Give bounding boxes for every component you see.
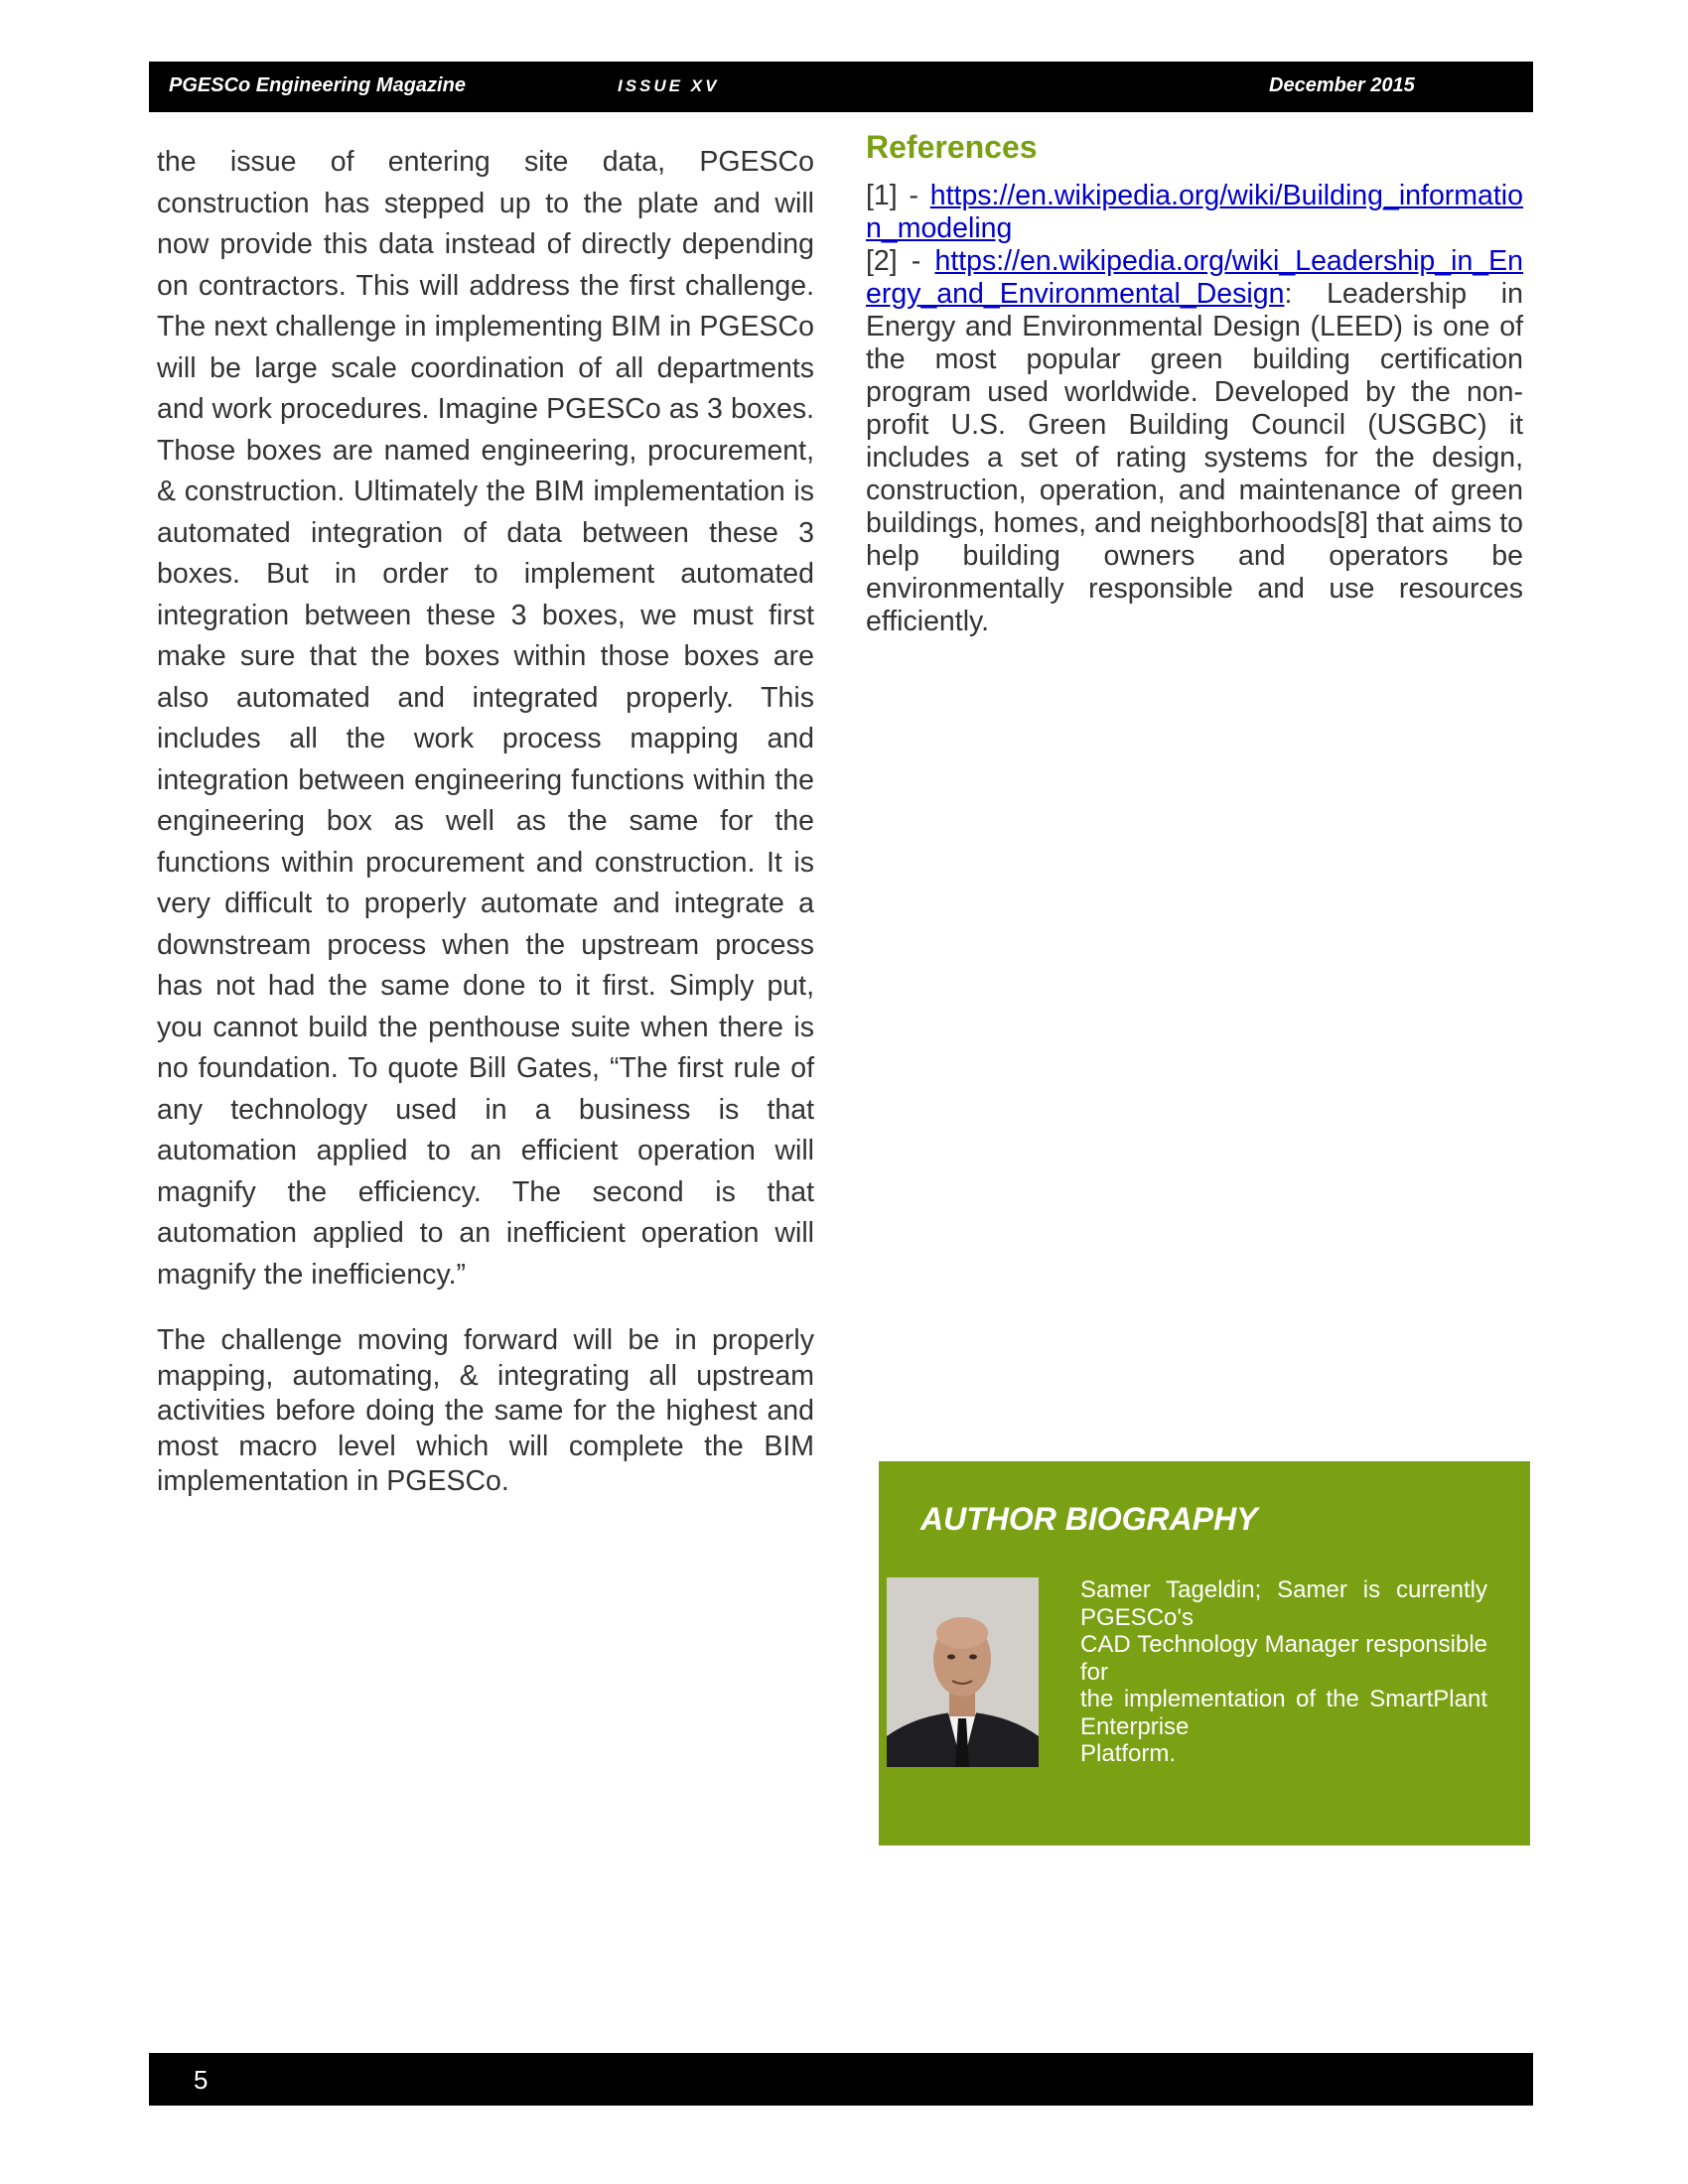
reference-2-description: Leadership in Energy and Environmental Design (LEED) is one of the most popular green building certification program used worldwide. Developed by the non-profit U.S. Green Building Council (USGBC) it includes a set of rating systems for the design, construction, operation, and maintenance of green buildings, homes, and neighborhoods[8] that aims to help building owners and operators be environmentally responsible and use resources efficiently. [866,278,1523,637]
reference-2-colon: : [1284,278,1293,310]
author-biography-title: AUTHOR BIOGRAPHY [920,1501,1258,1537]
magazine-name: PGESCo Engineering Magazine [169,74,466,96]
reference-2-prefix: [2] - [866,245,935,277]
reference-2-link[interactable]: https://en.wikipedia.org/wiki_Leadership_in_Energy_and_Environmental_Design [866,245,1523,310]
page-number: 5 [194,2065,209,2095]
author-photo [887,1577,1039,1767]
header-bar [149,62,1533,112]
author-biography-box [879,1461,1530,1845]
references-list [866,180,1523,638]
bio-line: CAD Technology Manager responsible for [1080,1631,1487,1686]
author-biography-text [1080,1576,1487,1768]
footer-bar [149,2053,1533,2106]
issue-label: ISSUE XV [618,76,720,95]
references-section [866,129,1523,638]
bio-line: Samer Tageldin; Samer is currently PGESCo's [1080,1576,1487,1631]
article-body [157,142,814,1500]
references-title: References [866,129,1038,165]
bio-line: the implementation of the SmartPlant Enterprise [1080,1686,1487,1740]
bio-line: Platform. [1080,1740,1177,1767]
reference-1-prefix: [1] - [866,180,930,211]
reference-1-link[interactable]: https://en.wikipedia.org/wiki/Building_information_modeling [866,180,1523,244]
issue-date: December 2015 [1269,74,1415,96]
article-paragraph-2: The challenge moving forward will be in properly mapping, automating, & integrating all upstream activities before doing the same for the highest and most macro level which will complete the BIM implementation in PGESCo. [157,1324,814,1497]
article-paragraph-1: the issue of entering site data, PGESCo construction has stepped up to the plate and will now provide this data instead of directly depending on contractors. This will address the first challenge. The next challenge in implementing BIM in PGESCo will be large scale coordination of all departments and work procedures. Imagine PGESCo as 3 boxes. Those boxes are named engineering, procurement, & construction. Ultimately the BIM implementation is automated integration of data between these 3 boxes. But in order to implement automated integration between these 3 boxes, we must first make sure that the boxes within those boxes are also automated and integrated properly. This includes all the work process mapping and integration between engineering functions within the engineering box as well as the same for the functions within procurement and construction. It is very difficult to properly automate and integrate a downstream process when the upstream process has not had the same done to it first. Simply put, you cannot build the penthouse suite when there is no foundation. To quote Bill Gates, “The first rule of any technology used in a business is that automation applied to an efficient operation will magnify the efficiency. The second is that automation applied to an inefficient operation will magnify the inefficiency.” [157,146,814,1291]
